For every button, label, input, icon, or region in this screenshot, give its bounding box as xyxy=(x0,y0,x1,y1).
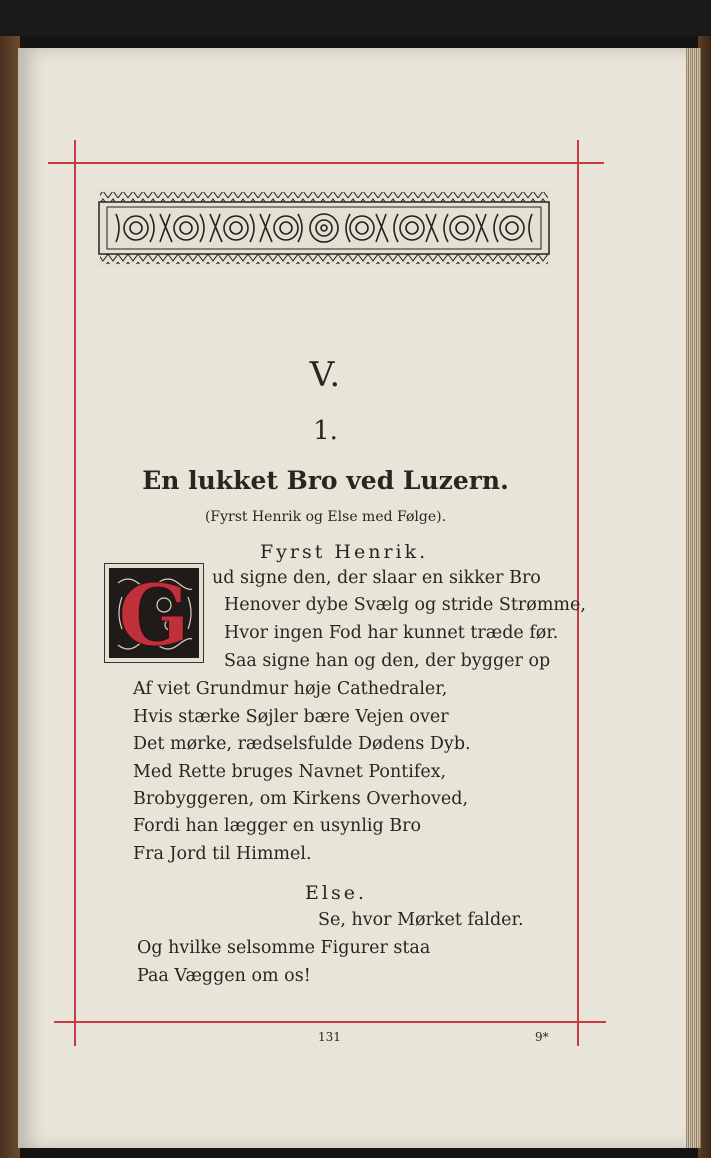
verse-line: Fra Jord til Himmel. xyxy=(133,844,312,864)
speaker-name: Else. xyxy=(305,882,367,904)
scene-number: 1. xyxy=(313,416,338,446)
drop-cap-letter: G xyxy=(118,566,190,663)
stage-direction: (Fyrst Henrik og Else med Følge). xyxy=(204,509,447,525)
verse-line: Og hvilke selsomme Figurer staa xyxy=(137,938,431,958)
background-top xyxy=(0,0,711,36)
frame-rule-left xyxy=(74,140,76,1046)
verse-line: ud signe den, der slaar en sikker Bro xyxy=(212,568,541,588)
ornament-band xyxy=(98,190,550,266)
verse-line: Med Rette bruges Navnet Pontifex, xyxy=(133,762,447,782)
verse-line: Hvis stærke Søjler bære Vejen over xyxy=(133,707,449,727)
verse-line: Saa signe han og den, der bygger op xyxy=(224,651,551,671)
frame-rule-top xyxy=(48,162,604,164)
frame-rule-right xyxy=(577,140,579,1046)
verse-line: Fordi han lægger en usynlig Bro xyxy=(133,816,422,836)
drop-cap-initial xyxy=(104,563,204,663)
verse-line: Hvor ingen Fod har kunnet træde før. xyxy=(224,623,559,643)
chapter-number: V. xyxy=(309,355,342,395)
verse-line: Det mørke, rædselsfulde Dødens Dyb. xyxy=(133,734,471,754)
page-number: 131 xyxy=(318,1030,341,1044)
verse-line: Brobyggeren, om Kirkens Overhoved, xyxy=(133,789,469,809)
verse-line: Paa Væggen om os! xyxy=(137,966,311,986)
background-left xyxy=(0,36,20,1158)
frame-rule-bottom xyxy=(54,1021,606,1023)
verse-line: Se, hvor Mørket falder. xyxy=(318,910,524,930)
verse-line: Henover dybe Svælg og stride Strømme, xyxy=(224,595,586,615)
scene-title: En lukket Bro ved Luzern. xyxy=(142,466,509,495)
verse-line: Af viet Grundmur høje Cathedraler, xyxy=(133,679,448,699)
signature-mark: 9* xyxy=(535,1030,549,1044)
speaker-name: Fyrst Henrik. xyxy=(260,541,429,563)
